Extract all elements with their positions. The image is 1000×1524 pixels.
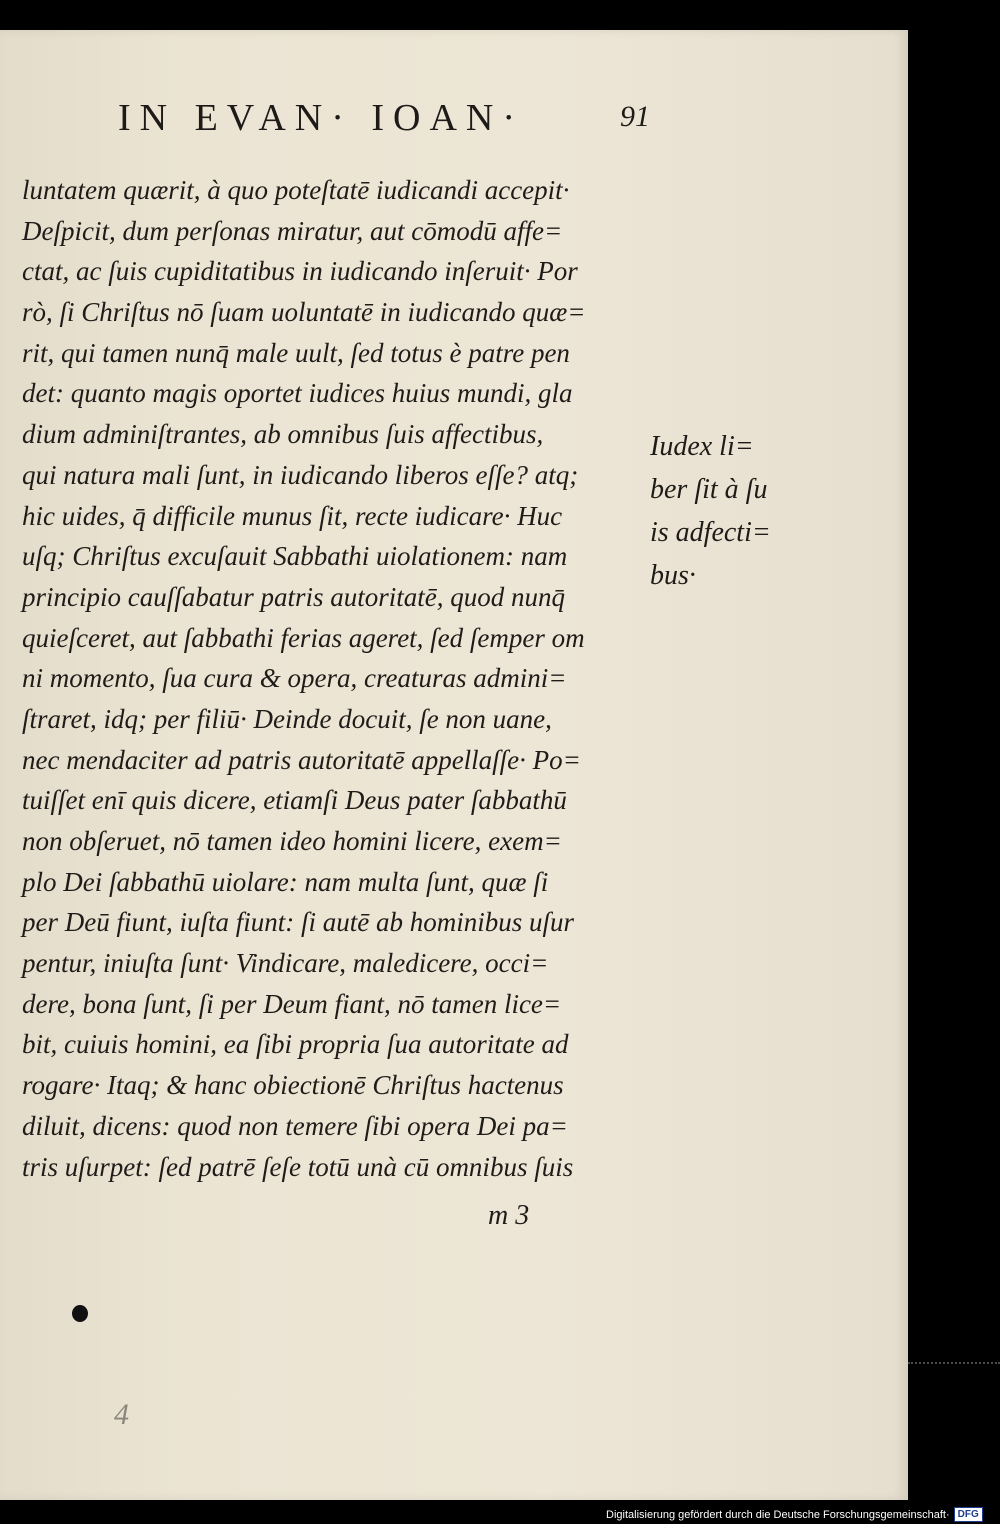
text-line: hic uides, q̄ difficile munus ſit, recte iudicare· Huc <box>22 500 563 531</box>
marginal-note <box>650 425 790 597</box>
text-line: bit, cuiuis homini, ea ſibi propria ſua autoritate ad <box>22 1029 569 1060</box>
main-text-block <box>22 170 652 1187</box>
running-title: IN EVAN· IOAN· <box>118 97 525 139</box>
text-line: rit, qui tamen nunq̄ male uult, ſed totus è patre pen <box>22 337 570 368</box>
text-line: dere, bona ſunt, ſi per Deum fiant, nō tamen lice= <box>22 988 562 1019</box>
marginal-note-line: is adfecti= <box>650 517 771 548</box>
text-line: plo Dei ſabbathū uiolare: nam multa ſunt, quæ ſi <box>22 866 549 897</box>
text-line: tris uſurpet: ſed patrē ſeſe totū unà cū omnibus ſuis <box>22 1151 574 1182</box>
text-line: tuiſſet enī quis dicere, etiamſi Deus pater ſabbathū <box>22 785 567 816</box>
marginal-note-line: bus· <box>650 560 696 591</box>
text-line: ni momento, ſua cura & opera, creaturas admini= <box>22 663 567 694</box>
text-line: rò, ſi Chriſtus nō ſuam uoluntatē in iudicando quæ= <box>22 297 586 328</box>
pencil-annotation: 4 <box>114 1398 129 1431</box>
text-line: rogare· Itaq; & hanc obiectionē Chriſtus hactenus <box>22 1070 564 1101</box>
text-line: non obſeruet, nō tamen ideo homini licere, exem= <box>22 826 562 856</box>
text-line: uſq; Chriſtus excuſauit Sabbathi uiolationem: nam <box>22 541 568 572</box>
text-line: dium adminiſtrantes, ab omnibus ſuis affectibus, <box>22 419 544 450</box>
text-line: diluit, dicens: quod non temere ſibi opera Dei pa= <box>22 1110 568 1141</box>
digitization-footer <box>606 1505 1000 1524</box>
text-line: nec mendaciter ad patris autoritatē appellaſſe· Po= <box>22 744 581 775</box>
page-number: 91 <box>620 100 650 133</box>
marginal-note-line: ber ſit à ſu <box>650 474 768 505</box>
text-line: quieſceret, aut ſabbathi ferias ageret, ſed ſemper om <box>22 622 585 653</box>
text-line: pentur, iniuſta ſunt· Vindicare, maledicere, occi= <box>22 948 549 979</box>
text-line: per Deū fiunt, iuſta fiunt: ſi autē ab hominibus uſur <box>22 907 574 938</box>
text-line: ſtraret, idq; per filiū· Deinde docuit, ſe non uane, <box>22 703 552 734</box>
text-line: Deſpicit, dum perſonas miratur, aut cōmodū affe= <box>22 215 563 246</box>
text-line: ctat, ac ſuis cupiditatibus in iudicando inſeruit· Por <box>22 256 578 287</box>
ink-dot <box>72 1305 88 1322</box>
text-line: principio cauſſabatur patris autoritatē, quod nunq̄ <box>22 581 566 612</box>
marginal-note-line: Iudex li= <box>650 431 754 462</box>
text-line: luntatem quærit, à quo poteſtatē iudicandi accepit· <box>22 175 570 205</box>
footer-credit: Digitalisierung gefördert durch die Deutsche Forschungsgemeinschaft· <box>606 1508 950 1521</box>
dfg-logo: DFG <box>954 1507 983 1522</box>
page-header <box>118 96 658 156</box>
text-line: qui natura mali ſunt, in iudicando liberos eſſe? atq; <box>22 459 579 490</box>
text-line: det: quanto magis oportet iudices huius mundi, gla <box>22 378 573 409</box>
signature-mark: m 3 <box>488 1200 530 1231</box>
scan-edge-dots <box>908 1362 1000 1364</box>
